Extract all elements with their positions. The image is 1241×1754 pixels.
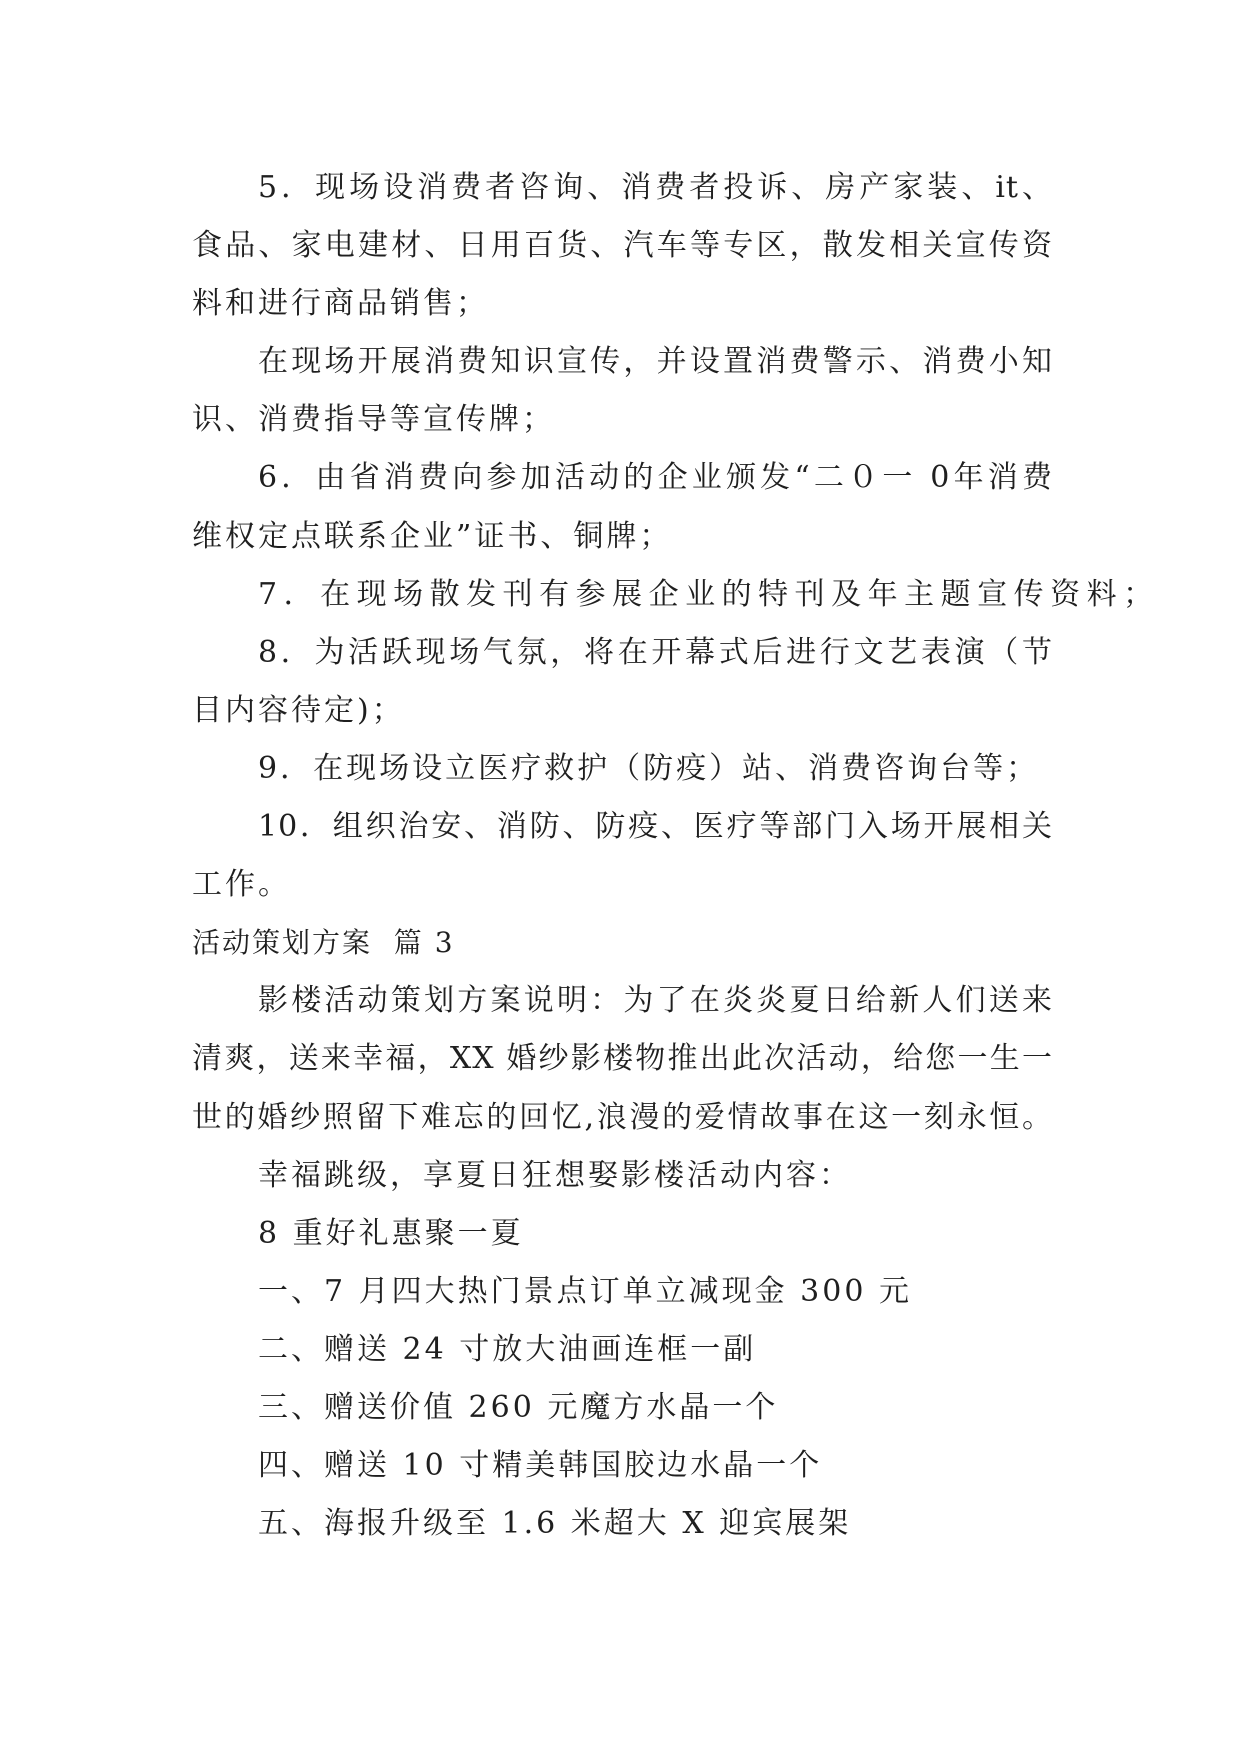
text-line: 食品、家电建材、日用百货、汽车等专区，散发相关宣传资 [192,228,1053,264]
text-line: 二、赠送 24 寸放大油画连框一副 [258,1331,757,1367]
text-line: 世的婚纱照留下难忘的回忆,浪漫的爱情故事在这一刻永恒。 [192,1099,1053,1135]
section-heading: 活动策划方案 篇 3 [192,926,455,960]
paragraph-item-5 [192,159,1192,333]
text-line: 10．组织治安、消防、防疫、医疗等部门入场开展相关 [258,809,1053,845]
text-line: 三、赠送价值 260 元魔方水晶一个 [258,1389,779,1425]
text-line: 识、消费指导等宣传牌； [192,402,555,438]
text-line: 五、海报升级至 1.6 米超大 X 迎宾展架 [258,1506,852,1542]
paragraph-publicity [192,333,1192,449]
list-item [192,1379,1192,1437]
text-line: 8 重好礼惠聚一夏 [258,1215,524,1251]
paragraph-gift-title [192,1205,1192,1263]
text-line: 7．在现场散发刊有参展企业的特刊及年主题宣传资料； [258,576,1160,612]
text-line: 工作。 [192,867,291,903]
document-body [192,159,1192,1553]
paragraph-item-7 [192,566,1192,624]
text-line: 5．现场设消费者咨询、消费者投诉、房产家装、it、 [258,170,1053,205]
text-line: 一、7 月四大热门景点订单立减现金 300 元 [258,1273,912,1309]
text-line: 四、赠送 10 寸精美韩国胶边水晶一个 [258,1448,823,1484]
text-line: 9．在现场设立医疗救护（防疫）站、消费咨询台等； [258,750,1040,786]
list-item [192,1437,1192,1495]
text-line: 8．为活跃现场气氛，将在开幕式后进行文艺表演（节 [258,634,1053,670]
list-item [192,1321,1192,1379]
paragraph-item-9 [192,740,1192,798]
paragraph-item-8 [192,624,1192,740]
paragraph-item-6 [192,449,1192,565]
text-line: 料和进行商品销售； [192,286,489,322]
list-item [192,1263,1192,1321]
text-line: 6．由省消费向参加活动的企业颁发“二０一 0年消费 [258,460,1053,496]
paragraph-item-10 [192,798,1192,914]
text-line: 幸福跳级，享夏日狂想娶影楼活动内容： [258,1157,852,1193]
list-item [192,1495,1192,1553]
paragraph-intro [192,972,1192,1146]
text-line: 目内容待定)； [192,692,405,728]
text-line: 清爽，送来幸福，XX 婚纱影楼物推出此次活动，给您一生一 [192,1041,1053,1077]
text-line: 影楼活动策划方案说明：为了在炎炎夏日给新人们送来 [258,983,1053,1019]
text-line: 维权定点联系企业”证书、铜牌； [192,518,673,554]
text-line: 在现场开展消费知识宣传，并设置消费警示、消费小知 [258,344,1053,380]
paragraph-activity-content [192,1147,1192,1205]
